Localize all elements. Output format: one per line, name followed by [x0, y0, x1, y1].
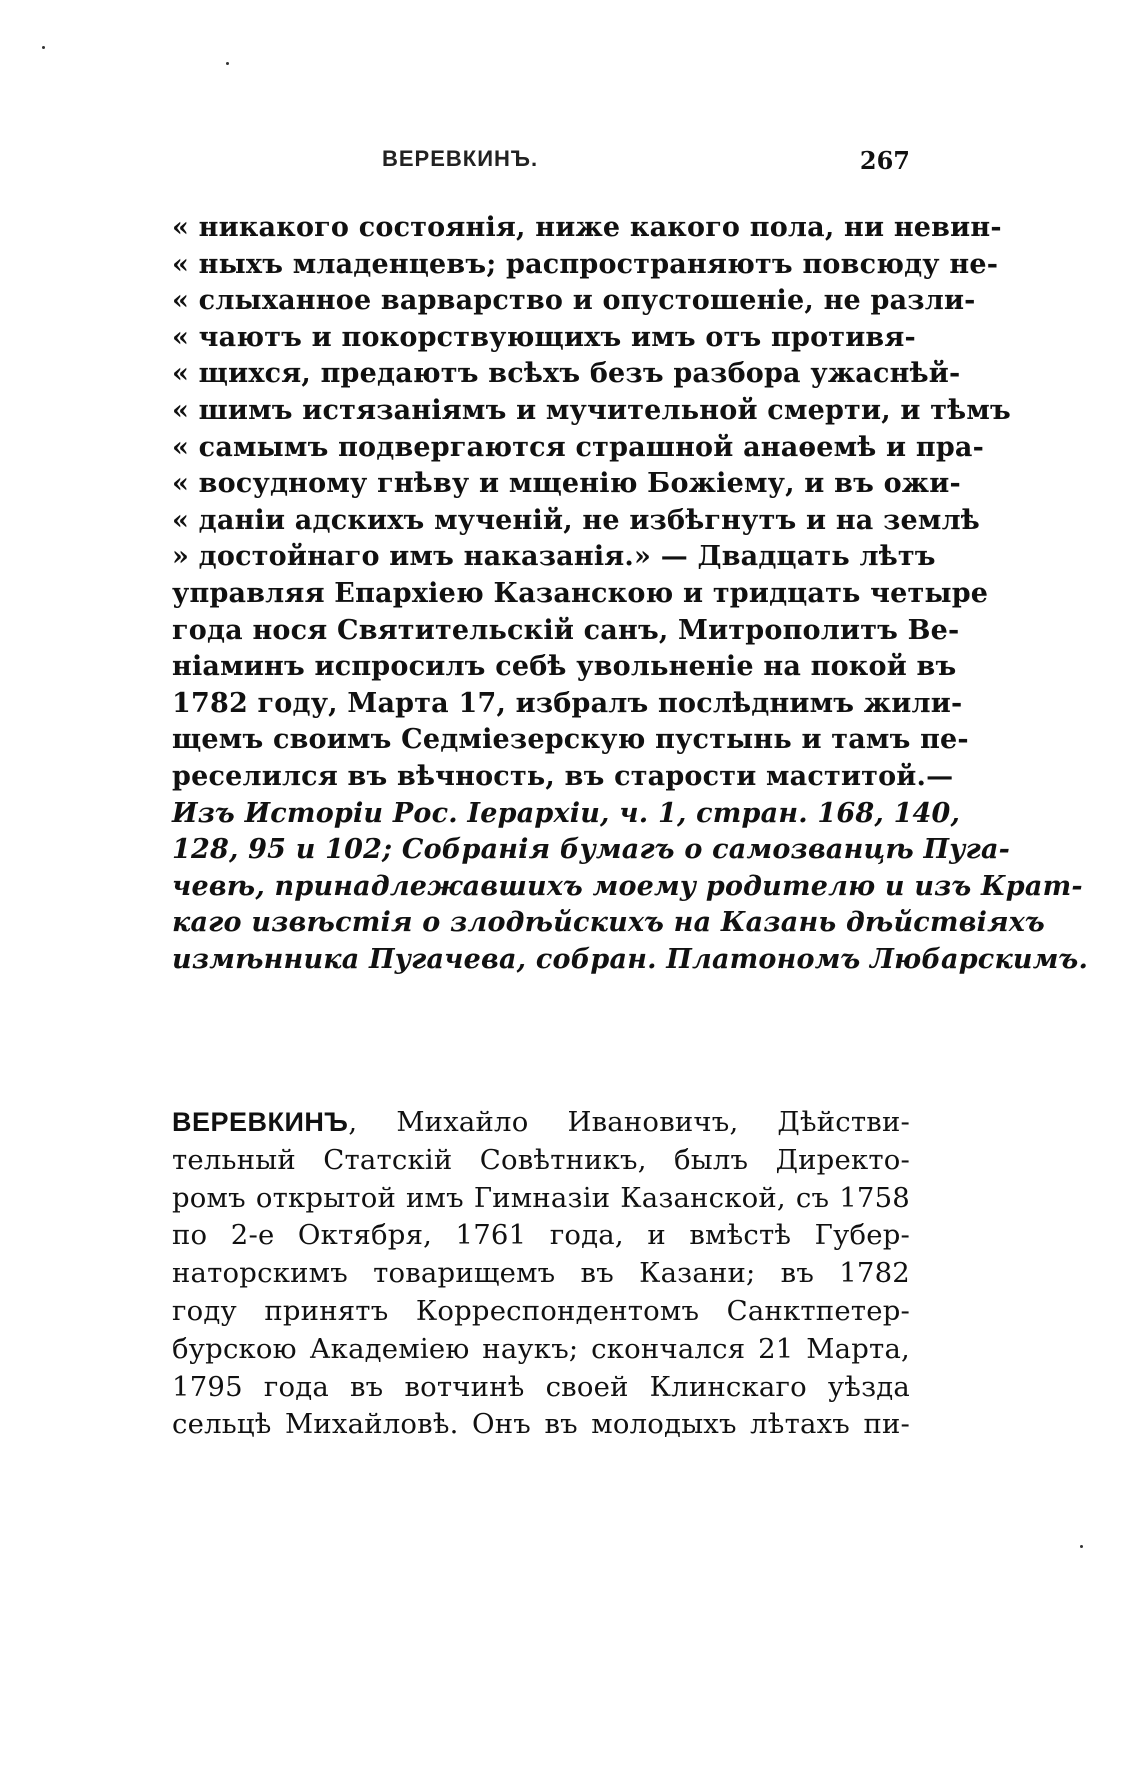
entry-headword: ВЕРЕВКИНЪ — [172, 1107, 349, 1137]
text-line: наторскимъ товарищемъ въ Казани; въ 1782 — [172, 1257, 910, 1290]
text-line: « никакого состоянія, ниже какого пола, ни невин- — [172, 212, 1002, 243]
paragraph-entry-verevkin — [172, 1104, 910, 1444]
text-line: тельный Статскій Совѣтникъ, былъ Директо- — [172, 1143, 910, 1176]
citation-line: измѣнника Пугачева, собран. Платономъ Любарскимъ. — [172, 943, 1089, 975]
citation-line: каго извѣстія о злодѣйскихъ на Казань дѣйствіяхъ — [172, 907, 1045, 939]
text-line: « даніи адскихъ мученій, не избѣгнутъ и на землѣ — [172, 504, 980, 536]
text-line: « чаютъ и покорствующихъ имъ отъ противя- — [172, 321, 916, 353]
text-line: по 2-е Октября, 1761 года, и вмѣстѣ Губер- — [172, 1219, 910, 1252]
page-header — [172, 146, 910, 182]
text-line: управляя Епархіею Казанскою и тридцать четыре — [172, 577, 989, 609]
text-line: бурскою Академіею наукъ; скончался 21 Марта, — [172, 1332, 910, 1365]
text-line: 1795 года въ вотчинѣ своей Клинскаго уѣзда — [172, 1370, 910, 1403]
scan-speck — [42, 46, 45, 49]
text-line: реселился въ вѣчность, въ старости маститой.— — [172, 760, 954, 792]
citation-line: чевѣ, принадлежавшихъ моему родителю и изъ Крат- — [172, 870, 1083, 902]
text-line: сельцѣ Михайловѣ. Онъ въ молодыхъ лѣтахъ пи- — [172, 1408, 910, 1441]
text-line: году принятъ Корреспондентомъ Санктпетер- — [172, 1294, 910, 1327]
scan-speck — [1080, 1545, 1083, 1548]
text-line: « щихся, предаютъ всѣхъ безъ разбора ужаснѣй- — [172, 358, 961, 390]
text-line: ніаминъ испросилъ себѣ увольненіе на покой въ — [172, 651, 957, 683]
text-line: « шимъ истязаніямъ и мучительной смерти, и тѣмъ — [172, 394, 1011, 426]
text-line: « самымъ подвергаются страшной анаѳемѣ и пра- — [172, 431, 985, 463]
entry-first-line — [172, 1104, 910, 1142]
scan-speck — [226, 62, 229, 65]
paragraph-quote-continuation — [172, 210, 1089, 978]
text-line: « восудному гнѣву и мщенію Божіему, и въ ожи- — [172, 468, 961, 500]
text-line: щемъ своимъ Седміезерскую пустынь и тамъ пе- — [172, 724, 969, 756]
citation-line: Изъ Исторіи Рос. Іерархіи, ч. 1, стран. 168, 140, — [172, 797, 961, 829]
text-line: 1782 году, Марта 17, избралъ послѣднимъ жили- — [172, 687, 963, 719]
text-line: года нося Святительскій санъ, Митрополитъ Ве- — [172, 614, 960, 646]
citation-line: 128, 95 и 102; Собранія бумагъ о самозванцѣ Пуга- — [172, 834, 1011, 866]
text-line: « ныхъ младенцевъ; распространяютъ повсюду не- — [172, 248, 999, 280]
text-line: ромъ открытой имъ Гимназіи Казанской, съ 1758 — [172, 1181, 910, 1214]
page-number: 267 — [859, 146, 910, 175]
entry-first-line-text: , Михайло Ивановичъ, Дѣйстви- — [348, 1106, 910, 1138]
running-head: ВЕРЕВКИНЪ. — [382, 146, 539, 171]
text-line: » достойнаго имъ наказанія.» — Двадцать лѣтъ — [172, 541, 936, 573]
text-line: « слыханное варварство и опустошеніе, не разли- — [172, 285, 976, 317]
